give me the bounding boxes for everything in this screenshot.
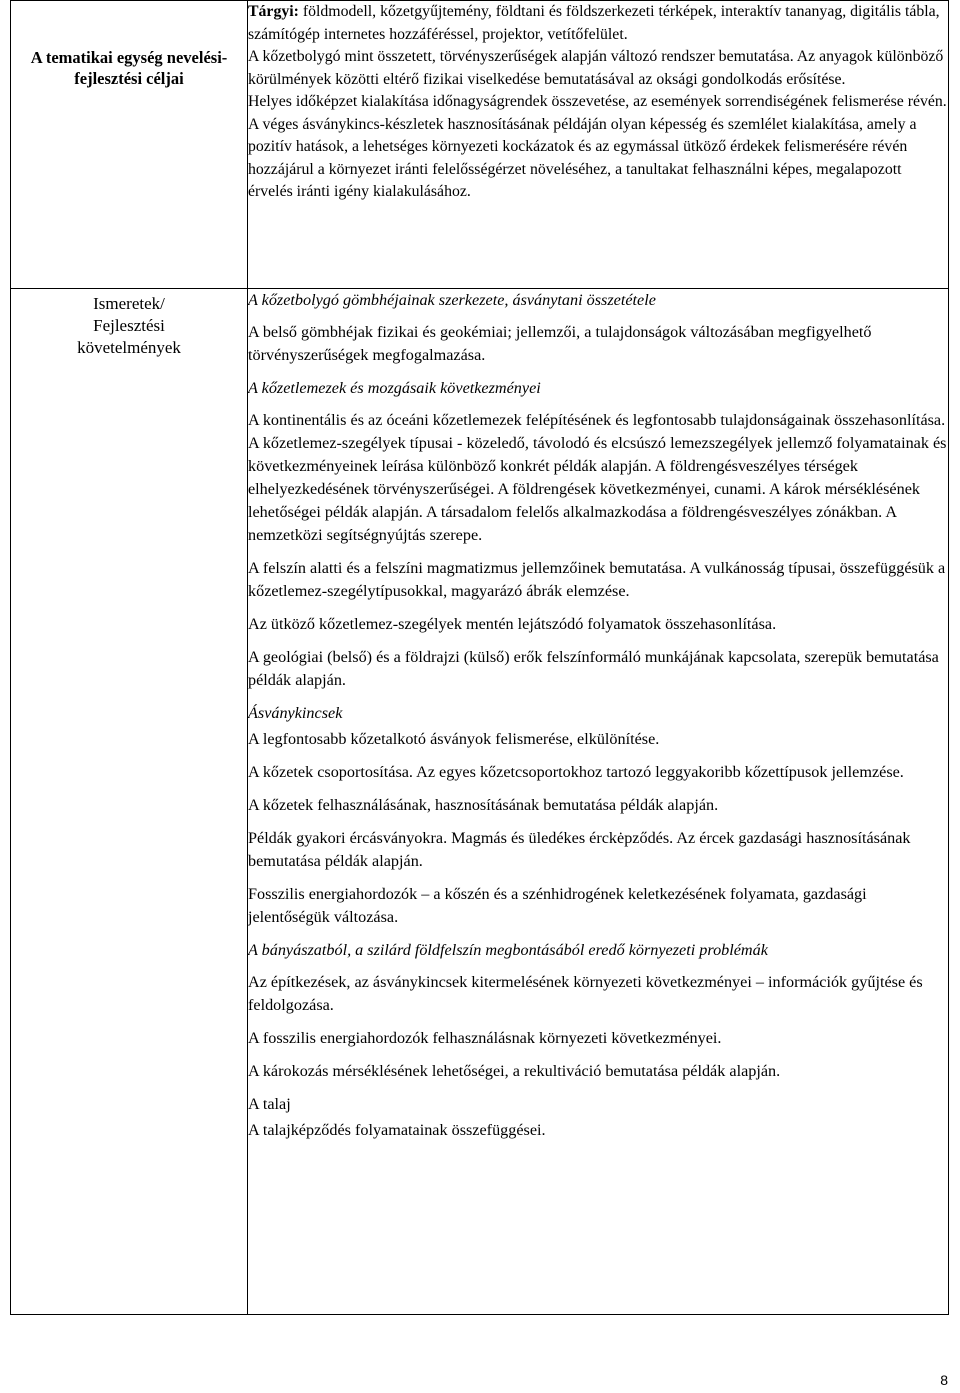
section-heading-kozetlemezek: A kőzetlemezek és mozgásaik következményei bbox=[248, 379, 541, 397]
paragraph-fosszilis: Fosszilis energiahordozók – a kőszén és a szénhidrogének keletkezésének folyamata, gazdasági jelentőségük változása. bbox=[248, 885, 867, 926]
goals-content-cell bbox=[248, 1, 949, 289]
tools-text: földmodell, kőzetgyűjtemény, földtani és földszerkezeti térképek, interaktív tananyag, digitális tábla, számítógép internetes hozzáféréssel, projektor, vetítőfelület. bbox=[248, 3, 940, 43]
paragraph-epitkezesek: Az építkezések, az ásványkincsek kitermelésének környezeti következményei – információk gyűjtése és feldolgozása. bbox=[248, 973, 923, 1014]
paragraph-ercasvanyok: Példák gyakori ércásványokra. Magmás és üledékes érckėpződés. Az ércek gazdasági hasznosításának bemutatása példák alapján. bbox=[248, 829, 911, 870]
knowledge-content-cell bbox=[248, 289, 949, 1315]
goals-label: A tematikai egység nevelési-fejlesztési céljai bbox=[30, 48, 228, 88]
paragraph-fosszilis-kovetkezmenyek: A fosszilis energiahordozók felhasználásnak környezeti következményei. bbox=[248, 1029, 722, 1047]
paragraph-kozetlemezek: A kontinentális és az óceáni kőzetlemezek felépítésének és legfontosabb tulajdonságainak összehasonlítása. A kőzetlemez-szegélyek típusai - közeledő, távolodó és elcsúszó lemezszegélyek jellemző folyamatainak és következményeinek leírása különböző konkrét példák alapján. A földrengésveszélyes térségek elhelyezkedésének törvényszerűségei. A földrengések következményei, cunami. A károk mérséklésének lehetőségei példák alapján. A társadalom felelős alkalmazkodása a földrengésveszélyes zónákban. A nemzetközi segítségnyújtás szerepe. bbox=[248, 411, 947, 544]
goals-row bbox=[11, 1, 949, 289]
paragraph-asvanyok: A legfontosabb kőzetalkotó ásványok felismerése, elkülönítése. bbox=[248, 730, 660, 748]
knowledge-label bbox=[11, 293, 247, 359]
page-number: 8 bbox=[940, 1372, 948, 1388]
goals-paragraph-1: A kőzetbolygó mint összetett, törvényszerűségek alapján változó rendszer bemutatása. Az anyagok különböző körülmények közötti eltérő fizikai viselkedése bemutatásával az oksági gondolkodás erősítése. bbox=[248, 48, 944, 88]
paragraph-rekultivacio: A károkozás mérséklésének lehetőségei, a rekultiváció bemutatása példák alapján. bbox=[248, 1062, 781, 1080]
paragraph-belso-gombhejak: A belső gömbhéjak fizikai és geokémiai; jellemzői, a tulajdonságok változásában megfigyelhető törvényszerűségek megfogalmazása. bbox=[248, 323, 872, 364]
paragraph-utkozo-szegelyek: Az ütköző kőzetlemez-szegélyek mentén lejátszódó folyamatok összehasonlítása. bbox=[248, 615, 777, 633]
knowledge-label-cell bbox=[11, 289, 248, 1315]
paragraph-kozetek-csoportositasa: A kőzetek csoportosítása. Az egyes kőzetcsoportokhoz tartozó leggyakoribb kőzettípusok jellemzése. bbox=[248, 763, 904, 781]
paragraph-kozetek-felhasznalasa: A kőzetek felhasználásának, hasznosításának bemutatása példák alapján. bbox=[248, 796, 719, 814]
paragraph-magmatizmus: A felszín alatti és a felszíni magmatizmus jellemzőinek bemutatása. A vulkánosság típusai, összefüggésük a kőzetlemez-szegélytípusokkal, magyarázó ábrák elemzése. bbox=[248, 559, 946, 600]
goals-label-cell bbox=[11, 1, 248, 289]
tools-label: Tárgyi: bbox=[248, 3, 299, 20]
paragraph-geologiai-erok: A geológiai (belső) és a földrajzi (külső) erők felszínformáló munkájának kapcsolata, szerepük bemutatása példák alapján. bbox=[248, 648, 939, 689]
knowledge-row bbox=[11, 289, 949, 1315]
tools-paragraph bbox=[248, 1, 948, 46]
curriculum-table bbox=[10, 0, 949, 1315]
section-heading-asvanykincsek: Ásványkincsek bbox=[248, 704, 343, 722]
section-heading-banyaszat: A bányászatból, a szilárd földfelszín megbontásából eredő környezeti problémák bbox=[248, 941, 768, 959]
knowledge-label-line-2: Fejlesztési bbox=[93, 316, 165, 335]
paragraph-talajkepzodes: A talajképződés folyamatainak összefüggései. bbox=[248, 1121, 546, 1139]
section-heading-talaj: A talaj bbox=[248, 1095, 291, 1113]
section-heading-gombhejak: A kőzetbolygó gömbhéjainak szerkezete, ásványtani összetétele bbox=[248, 291, 656, 309]
goals-paragraph-2: Helyes időképzet kialakítása időnagyságrendek összevetése, az események sorrendiségének felismerése révén. A véges ásványkincs-készletek hasznosításának példáján olyan képesség és szemlélet kialakítása, amely a pozitív hatások, a lehetséges környezeti kockázatok és az egymással ütköző érdekek felismerésére révén hozzájárul a környezet iránti felelősségérzet növeléséhez, a tanultakat felhasználni képes, megalapozott érvelés iránti igény kialakulásához. bbox=[248, 93, 947, 200]
knowledge-label-line-1: Ismeretek/ bbox=[93, 294, 165, 313]
knowledge-label-line-3: követelmények bbox=[77, 338, 181, 357]
